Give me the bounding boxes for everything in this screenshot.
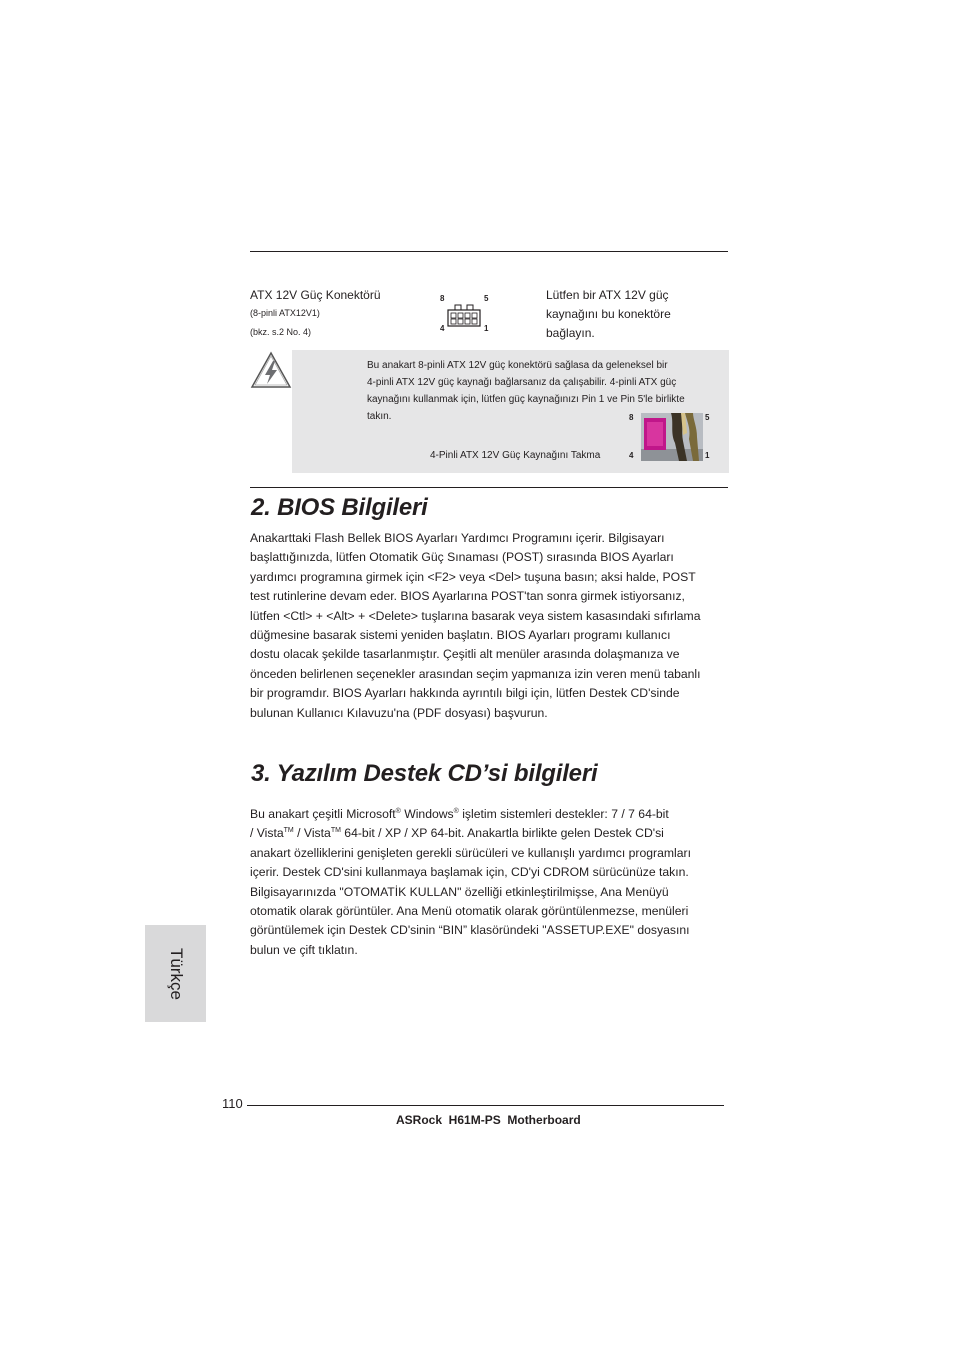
photo-pin-label-1: 1 — [705, 451, 710, 460]
pin-label-4: 4 — [440, 324, 445, 333]
language-tab — [145, 925, 206, 1022]
cd-line: Bilgisayarınızda "OTOMATİK KULLAN" özelliği etkinleştirilmişse, Ana Menüyü — [250, 884, 669, 899]
photo-pin-label-4: 4 — [629, 451, 634, 460]
bios-line: önceden belirlenen seçenekler arasından seçim yapmanıza izin veren menü tabanlı — [250, 666, 701, 681]
bios-line: bir programdır. BIOS Ayarları hakkında ayrıntılı bilgi için, lütfen Destek CD'sinde — [250, 686, 680, 701]
cd-paragraph — [250, 805, 730, 960]
footer-product: ASRock H61M-PS Motherboard — [396, 1113, 581, 1127]
connector-description — [546, 286, 671, 343]
connector-icon — [446, 304, 482, 328]
cd-line: Bu anakart çeşitli Microsoft® Windows® işletim sistemleri destekler: 7 / 7 64-bit — [250, 807, 669, 821]
bios-paragraph — [250, 529, 730, 723]
connector-diagram — [436, 294, 496, 334]
bios-line: dostu olacak şekilde tasarlanmıştır. Çeşitli alt menüler arasında dolaşmanıza ve — [250, 647, 680, 662]
bios-line: Anakarttaki Flash Bellek BIOS Ayarları Yardımcı Programını içerir. Bilgisayarı — [250, 531, 665, 545]
cd-line: görüntülemek için Destek CD'sinin “BIN” klasöründeki "ASSETUP.EXE" dosyasını — [250, 923, 690, 938]
language-tab-label: Türkçe — [166, 947, 186, 1000]
page-number: 110 — [222, 1096, 243, 1111]
photo-pin-label-5: 5 — [705, 413, 710, 422]
pin-label-8: 8 — [440, 294, 445, 303]
cd-line: otomatik olarak görüntüler. Ana Menü otomatik olarak görüntülenmezse, menüleri — [250, 904, 689, 919]
connector-desc-line: bağlayın. — [546, 326, 595, 340]
cd-line: içerir. Destek CD'sini kullanmaya başlamak için, CD'yi CDROM sürücünüze takın. — [250, 865, 689, 880]
note-line: takın. — [367, 411, 392, 422]
pin-label-5: 5 — [484, 294, 489, 303]
connector-desc-line: Lütfen bir ATX 12V güç — [546, 288, 669, 302]
bios-line: düğmesine basarak sistemi yeniden başlatın. BIOS Ayarları programı kullanıcı — [250, 628, 671, 643]
bios-line: bulunan Kullanıcı Kılavuzu'na (PDF dosyası) başvurun. — [250, 705, 548, 720]
trademark: TM — [283, 827, 294, 835]
bios-line: lütfen <Ctl> + <Alt> + <Delete> tuşlarına basarak veya sistem kasasındaki sıfırlama — [250, 608, 701, 623]
bios-line: başlattığınızda, lütfen Otomatik Güç Sınaması (POST) sırasında BIOS Ayarları — [250, 550, 674, 565]
note-line: 4-pinli ATX 12V güç kaynağı bağlarsanız da çalışabilir. 4-pinli ATX güç — [367, 377, 677, 388]
cd-heading: 3. Yazılım Destek CD’si bilgileri — [251, 760, 598, 787]
cd-line: bulun ve çift tıklatın. — [250, 942, 358, 957]
trademark: TM — [330, 827, 341, 835]
bios-heading: 2. BIOS Bilgileri — [251, 494, 428, 521]
bios-line: test rutinlerine devam eder. BIOS Ayarlarına POST'tan sonra girmek istiyorsanız, — [250, 589, 685, 604]
connector-type: (8-pinli ATX12V1) — [250, 308, 320, 318]
footer-rule — [247, 1105, 724, 1106]
cd-line: anakart özelliklerini genişleten gerekli sürücüleri ve kullanışlı yardımcı programları — [250, 845, 691, 860]
note-caption: 4-Pinli ATX 12V Güç Kaynağını Takma — [430, 450, 601, 461]
connector-desc-line: kaynağını bu konektöre — [546, 307, 671, 321]
top-rule — [250, 251, 728, 252]
photo-pin-label-8: 8 — [629, 413, 634, 422]
section-rule — [250, 487, 728, 488]
power-connector-photo — [641, 413, 703, 461]
connector-name: ATX 12V Güç Konektörü — [250, 288, 381, 302]
note-line: Bu anakart 8-pinli ATX 12V güç konektörü sağlasa da geleneksel bir — [367, 360, 668, 371]
pin-label-1: 1 — [484, 324, 489, 333]
warning-icon — [250, 351, 292, 389]
registered-mark: ® — [395, 807, 401, 815]
cd-line: / Vista™ / Vista™ 64-bit / XP / XP 64-bit. Anakartla birlikte gelen Destek CD'si — [250, 826, 664, 841]
note-box — [292, 350, 729, 473]
bios-line: yardımcı programına girmek için <F2> veya <Del> tuşuna basın; aksi halde, POST — [250, 569, 696, 584]
connector-ref: (bkz. s.2 No. 4) — [250, 327, 312, 337]
note-line: kaynağını kullanmak için, lütfen güç kaynağınızı Pin 1 ve Pin 5'le birlikte — [367, 394, 685, 405]
registered-mark: ® — [453, 807, 459, 815]
